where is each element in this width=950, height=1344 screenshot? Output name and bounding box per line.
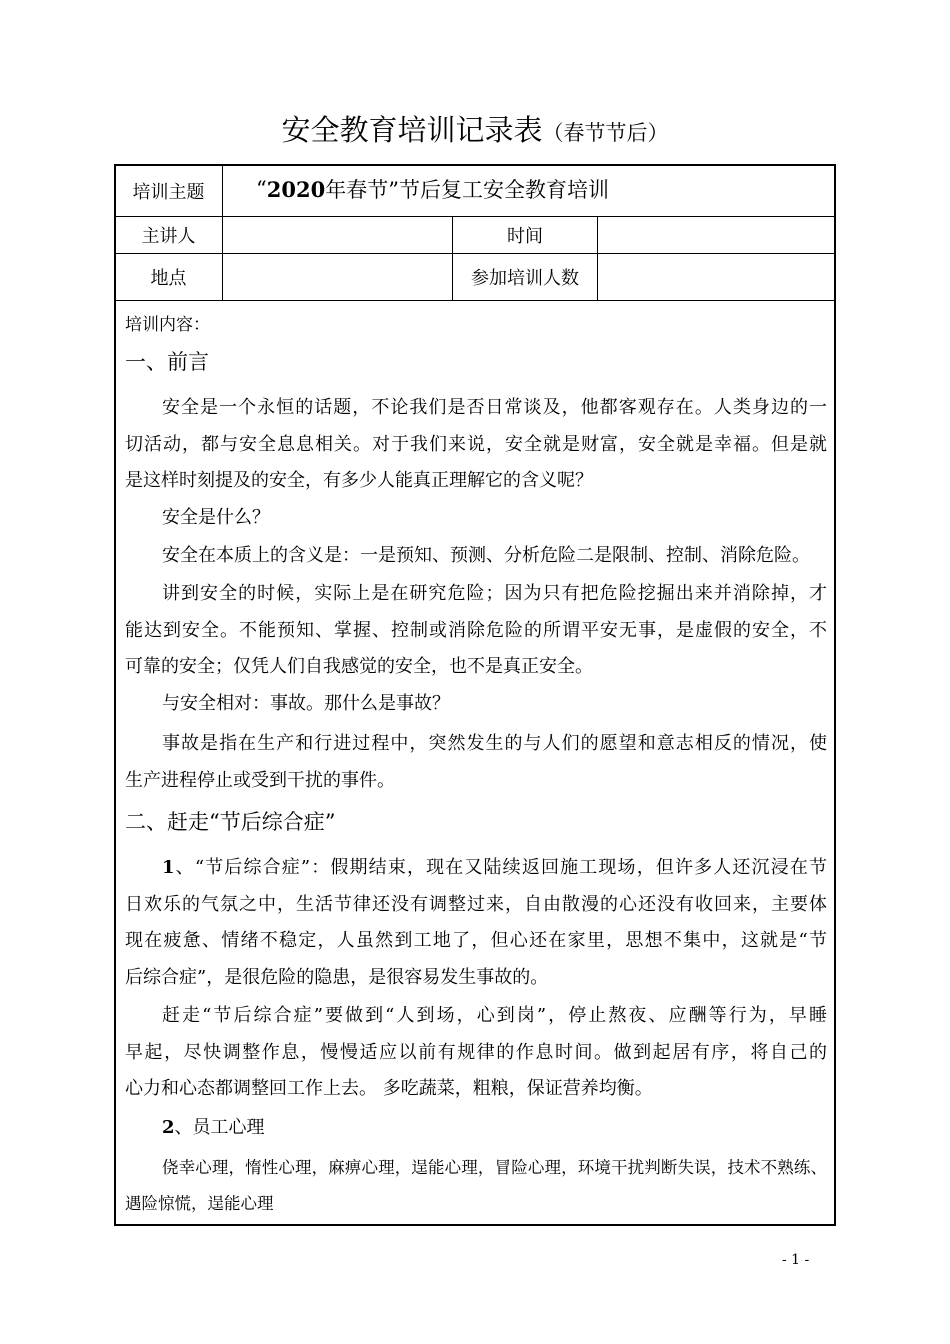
time-value[interactable] <box>598 217 834 253</box>
text-line: 早起，尽快调整作息，慢慢适应以前有规律的作息时间。做到起居有序，将自己的 <box>125 1041 827 1063</box>
item2-heading <box>125 1110 827 1147</box>
psychology-paragraph <box>125 1150 827 1222</box>
danger-paragraph <box>125 576 827 686</box>
time-label: 时间 <box>507 226 543 247</box>
location-label: 地点 <box>150 268 187 289</box>
text-line: 可靠的安全；仅凭人们自我感觉的安全，也不是真正安全。 <box>125 656 593 677</box>
remedy-paragraph <box>125 998 827 1108</box>
text-line <box>125 850 827 887</box>
text-line: 切活动，都与安全息息相关。对于我们来说，安全就是财富，安全就是幸福。但是就 <box>125 433 827 455</box>
text-line: 与安全相对：事故。那什么是事故？ <box>162 693 450 714</box>
topic-quote-open: “ <box>256 177 267 201</box>
speaker-label: 主讲人 <box>141 226 196 247</box>
document-title <box>0 110 950 153</box>
text-line: 心力和心态都调整回工作上去。 多吃蔬菜，粗粮，保证营养均衡。 <box>125 1078 653 1099</box>
text-line: 侥幸心理，惰性心理，麻痹心理，逞能心理，冒险心理，环境干扰判断失误，技术不熟练、 <box>162 1158 827 1177</box>
text-line: 安全在本质上的含义是：一是预知、预测、分析危险二是限制、控制、消除危险。 <box>162 545 810 566</box>
item2-label: 、员工心理 <box>174 1117 265 1138</box>
page-number: - 1 - <box>782 1252 810 1268</box>
item1-first-line: 、“节后综合症”：假期结束，现在又陆续返回施工现场，但许多人还沉浸在节 <box>174 857 827 878</box>
text-line: 日欢乐的气氛之中，生活节律还没有调整过来，自由散漫的心还没有收回来，主要体 <box>125 893 827 915</box>
title-main: 安全教育培训记录表 <box>281 113 543 147</box>
speaker-value[interactable] <box>223 217 452 253</box>
text-line: 事故是指在生产和行进过程中，突然发生的与人们的愿望和意志相反的情况，使 <box>162 733 827 754</box>
text-line: 赶走“节后综合症”要做到“人到场，心到岗”，停止熬夜、应酬等行为，早睡 <box>162 1005 827 1026</box>
intro-paragraph <box>125 390 827 500</box>
topic-label: 培训主题 <box>132 182 205 203</box>
text-line: 能达到安全。不能预知、掌握、控制或消除危险的所谓平安无事，是虚假的安全，不 <box>125 619 827 641</box>
title-suffix: （春节节后） <box>542 121 669 145</box>
text-line <box>125 1110 827 1147</box>
text-line: 生产进程停止或受到干扰的事件。 <box>125 769 395 791</box>
topic-value <box>256 172 609 206</box>
topic-rest: 年春节”节后复工安全教育培训 <box>325 178 609 202</box>
row-divider <box>114 300 836 301</box>
text-line: 是这样时刻提及的安全，有多少人能真正理解它的含义呢？ <box>125 470 593 491</box>
topic-year: 2020 <box>266 176 326 202</box>
text-line: 讲到安全的时候，实际上是在研究危险；因为只有把危险挖掘出来并消除掉，才 <box>162 583 827 604</box>
item1-paragraph <box>125 850 827 996</box>
section1-heading: 一、前言 <box>125 350 209 374</box>
attendees-value[interactable] <box>598 254 834 300</box>
text-line: 遇险惊慌，逞能心理 <box>125 1194 274 1213</box>
section2-heading: 二、赶走“节后综合症” <box>125 810 336 834</box>
text-line: 后综合症”，是很危险的隐患，是很容易发生事故的。 <box>125 966 549 988</box>
item1-number: 1 <box>162 857 175 878</box>
text-line: 现在疲惫、情绪不稳定，人虽然到工地了，但心还在家里，思想不集中，这就是“节 <box>125 930 827 951</box>
definition-paragraph <box>125 538 827 575</box>
accident-question-paragraph <box>125 686 827 723</box>
location-value[interactable] <box>223 254 452 300</box>
attendees-label: 参加培训人数 <box>471 268 579 289</box>
question-paragraph <box>125 500 827 537</box>
text-line: 安全是一个永恒的话题，不论我们是否日常谈及，他都客观存在。人类身边的一 <box>162 397 827 418</box>
accident-definition-paragraph <box>125 726 827 799</box>
text-line: 安全是什么？ <box>162 507 270 528</box>
content-label: 培训内容： <box>125 315 210 335</box>
item2-number: 2 <box>162 1117 175 1138</box>
